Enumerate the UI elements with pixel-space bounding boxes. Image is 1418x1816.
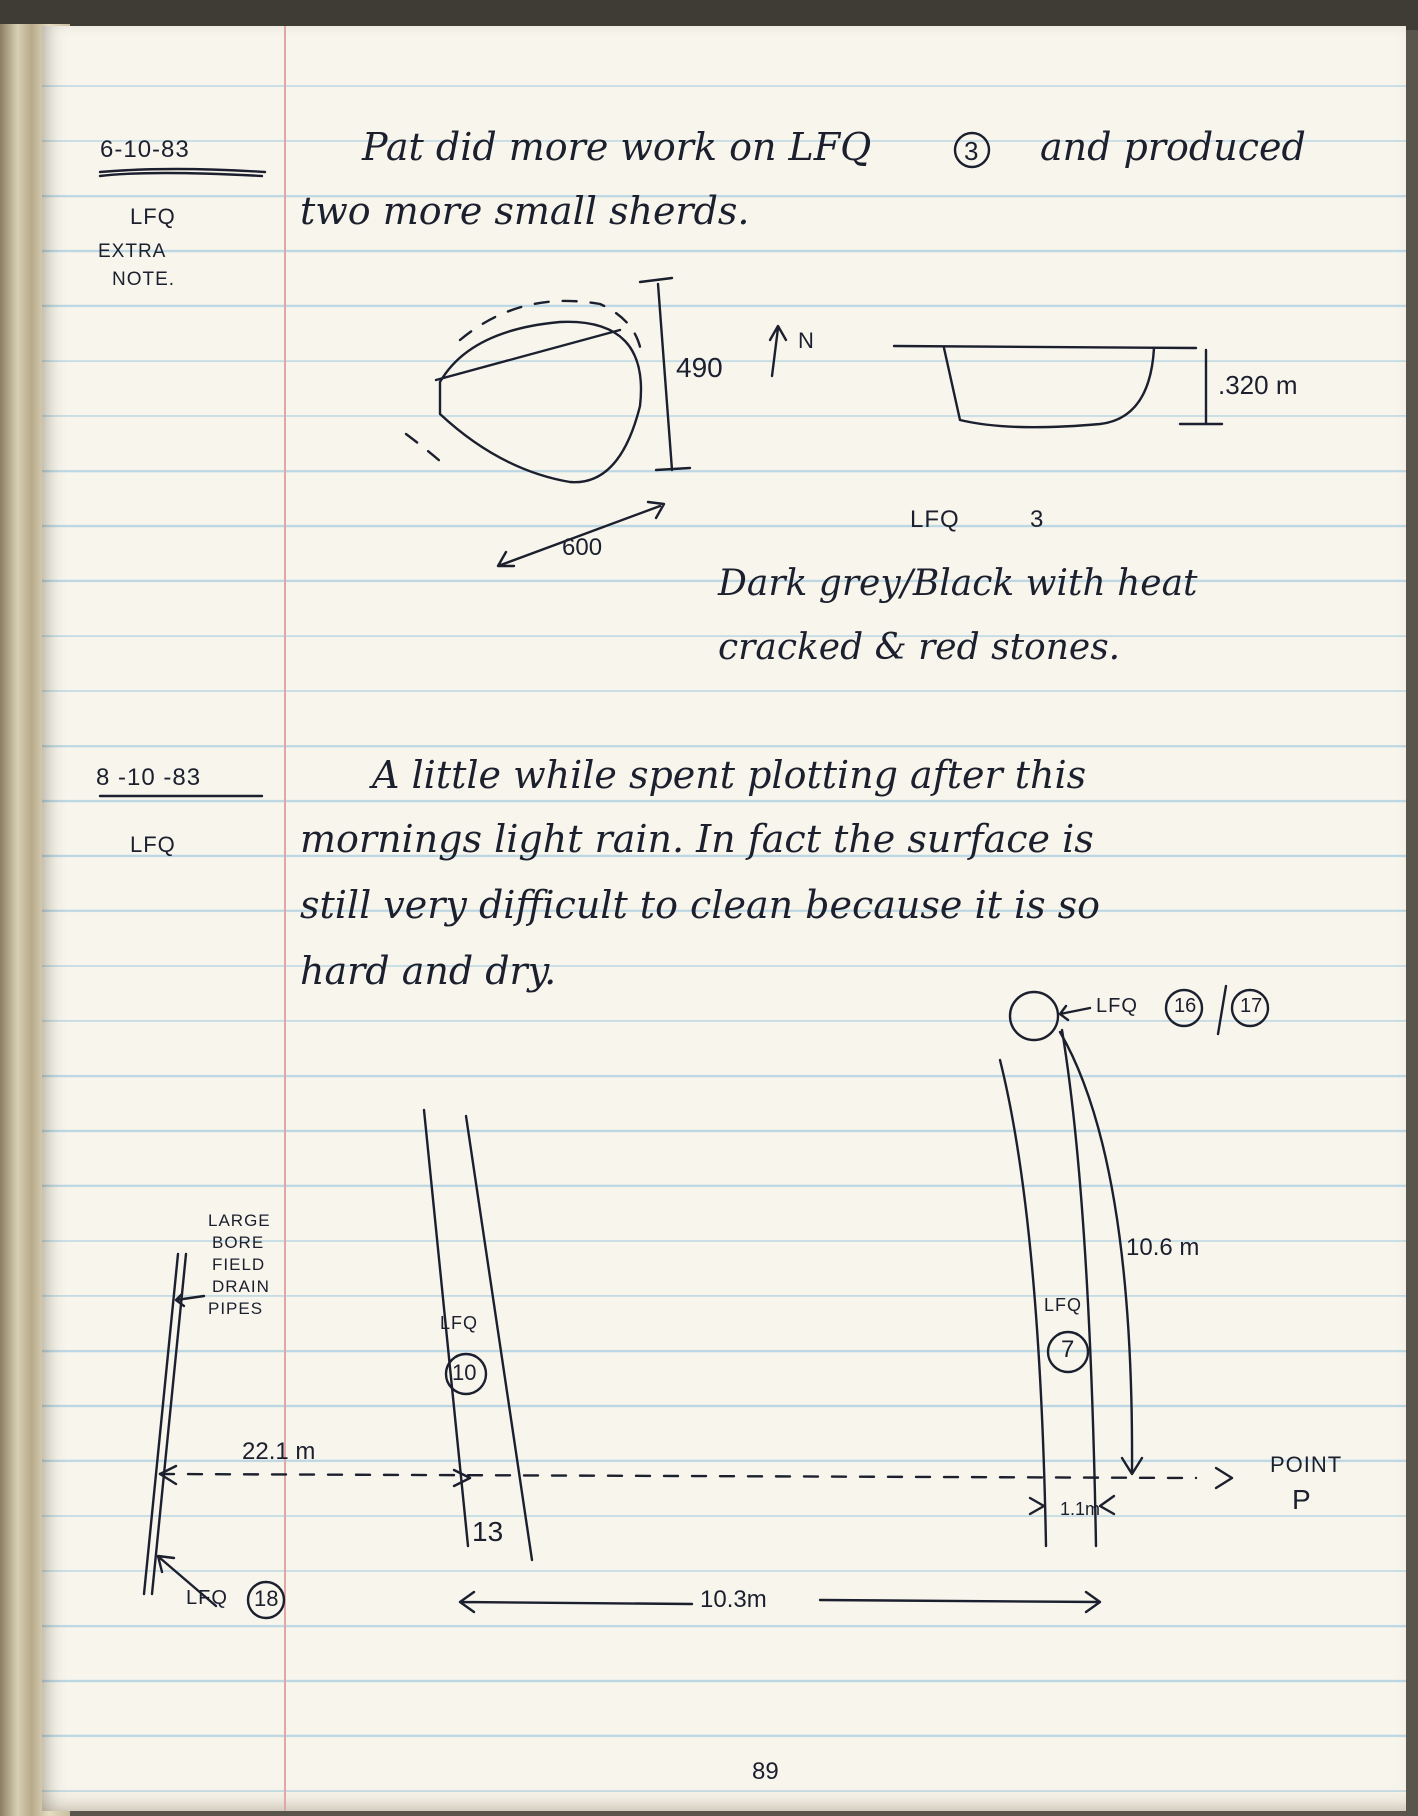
baseline-dashed (160, 1474, 1196, 1478)
distance-1-1-arrows (1030, 1496, 1114, 1514)
lfq16-circle (1166, 990, 1202, 1026)
lfq18-pointer (158, 1556, 216, 1606)
distance-10-3-arrow (460, 1592, 1100, 1612)
distance-10-3: 10.3m (700, 1586, 767, 1613)
point-p-arrow (1216, 1468, 1232, 1488)
feature-13-label: 13 (472, 1516, 504, 1547)
drain-label-line: LARGE (208, 1211, 271, 1230)
lfq17-number: 17 (1240, 995, 1263, 1017)
feature-10-edge (466, 1116, 532, 1560)
distance-10-6: 10.6 m (1126, 1234, 1200, 1261)
lfq18-circle (248, 1582, 284, 1618)
section-profile (944, 348, 1154, 427)
sketch-title-number: 3 (1030, 506, 1044, 533)
pit-plan-dashed-edge (406, 434, 448, 468)
section-ground-line (894, 346, 1196, 348)
entry-text-line: two more small sherds. (300, 189, 750, 233)
lfq18-prefix: LFQ (186, 1587, 228, 1609)
plan-width-arrow (498, 502, 664, 566)
plan-height-dim (658, 284, 672, 470)
entry-text-line: A little while spent plotting after this (372, 753, 1087, 797)
sketch-description-line: Dark grey/Black with heat (718, 563, 1198, 604)
entry-text-line: hard and dry. (300, 949, 557, 993)
feature-number: 3 (964, 136, 979, 166)
drain-label-line: FIELD (212, 1255, 266, 1274)
entry-date: 6-10-83 (100, 136, 190, 163)
feature-3-circle (955, 133, 989, 167)
entry-date: 8 -10 -83 (96, 764, 202, 791)
lfq17-circle (1232, 990, 1268, 1026)
drain-label-line: DRAIN (212, 1277, 270, 1296)
pit-plan-outline (440, 322, 641, 482)
lfq10-prefix: LFQ (440, 1313, 479, 1333)
entry-text-line: and produced (1040, 125, 1306, 169)
section-depth-label: .320 m (1218, 370, 1298, 400)
distance-1-1: 1.1m (1060, 1499, 1101, 1519)
lfq16-17-pointer (1060, 1006, 1090, 1020)
point-p-label-line: P (1292, 1484, 1312, 1515)
lfq16-17-pit (1010, 992, 1058, 1040)
feature-10-edge (424, 1110, 468, 1546)
sketch-title-prefix: LFQ (910, 506, 960, 533)
entry-text-line: mornings light rain. In fact the surface is (300, 817, 1094, 861)
plan-height-tick (640, 278, 672, 282)
lfq7-circle (1048, 1332, 1088, 1372)
lfq7-prefix: LFQ (1044, 1295, 1083, 1315)
entry-text-line: Pat did more work on LFQ (362, 125, 872, 169)
lfq16-17-slash (1218, 986, 1226, 1034)
entry-margin-note-line: EXTRA (98, 241, 167, 262)
plan-width-label: 600 (562, 534, 603, 561)
entry-margin-label: LFQ (130, 204, 176, 229)
lfq10-circle (446, 1354, 486, 1394)
drain-label-line: PIPES (208, 1299, 264, 1318)
drain-pipe-line (144, 1254, 178, 1594)
entry-text-line: still very difficult to clean because it is so (300, 883, 1101, 927)
sketch-description-line: cracked & red stones. (718, 627, 1121, 668)
north-label: N (798, 328, 814, 353)
lfq16-17-prefix: LFQ (1096, 995, 1138, 1017)
feature-7-edge (1000, 1060, 1046, 1546)
drain-pipe-pointer (176, 1294, 204, 1306)
point-p-label-line: POINT (1270, 1452, 1343, 1477)
north-arrow (770, 326, 786, 376)
lfq7-number: 7 (1061, 1336, 1075, 1363)
date-underline (100, 169, 265, 176)
entry-margin-label: LFQ (130, 832, 176, 857)
page-number: 89 (752, 1758, 779, 1785)
plan-height-label: 490 (676, 352, 723, 383)
plan-height-tick (656, 468, 690, 470)
drain-label-line: BORE (212, 1233, 265, 1252)
feature-7-edge (1062, 1030, 1096, 1546)
distance-22-1: 22.1 m (242, 1438, 316, 1465)
lfq10-number: 10 (452, 1360, 477, 1385)
entry-margin-note-line: NOTE. (112, 269, 176, 290)
lfq16-number: 16 (1174, 995, 1197, 1017)
lfq18-number: 18 (254, 1586, 279, 1611)
